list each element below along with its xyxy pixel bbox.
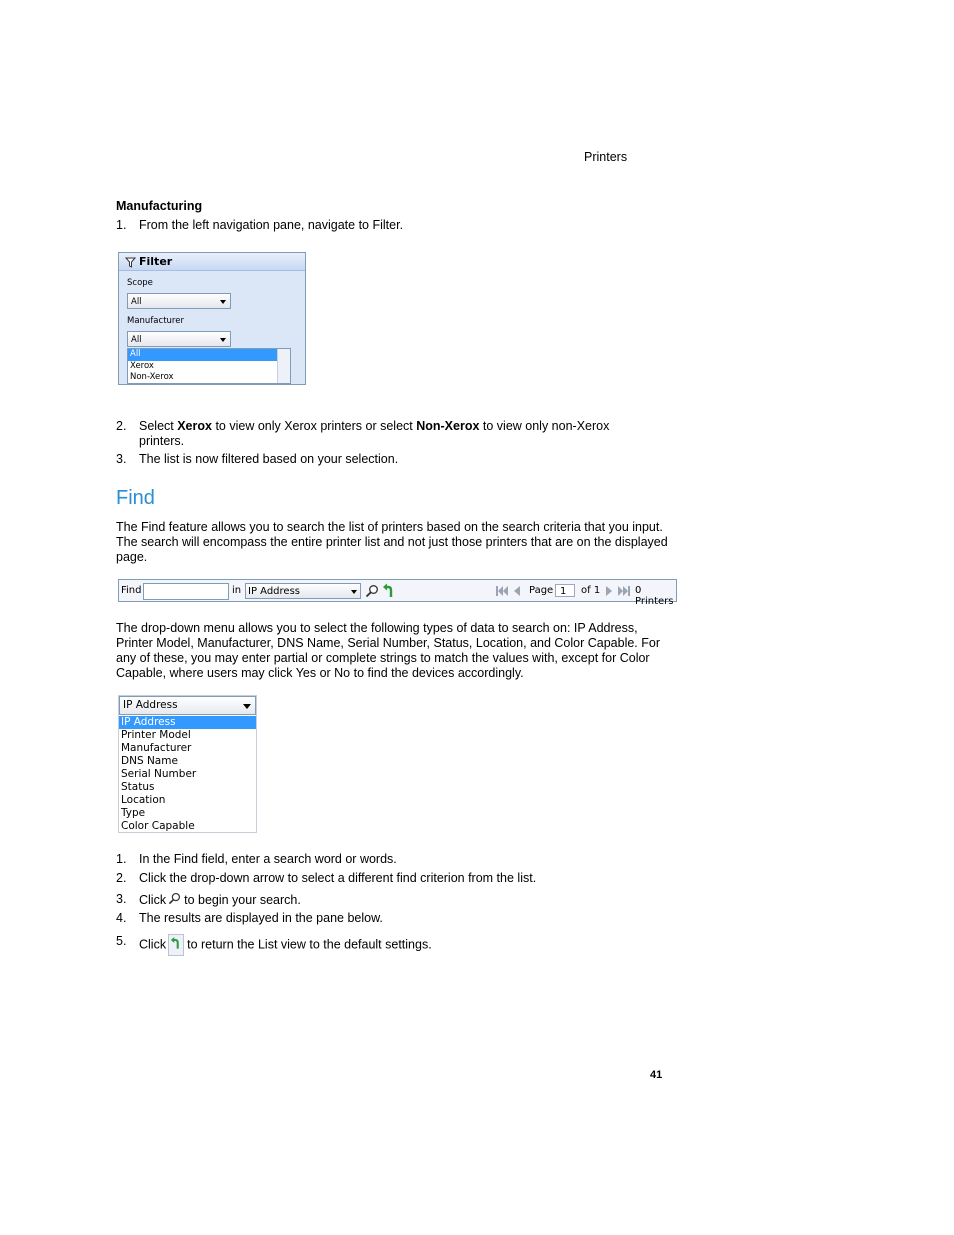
manufacturer-label: Manufacturer bbox=[127, 316, 184, 326]
scope-select[interactable] bbox=[127, 293, 231, 309]
manufacturer-value: All bbox=[131, 335, 142, 345]
filter-title: Filter bbox=[139, 255, 173, 268]
last-page-icon[interactable] bbox=[618, 586, 630, 599]
first-page-icon[interactable] bbox=[496, 586, 508, 599]
step-number: 1. bbox=[116, 218, 127, 232]
step-text: From the left navigation pane, navigate to Filter. bbox=[139, 218, 404, 232]
step-text-part: to view only Xerox printers or select bbox=[211, 419, 417, 433]
step-number: 3. bbox=[116, 892, 127, 906]
step-number: 1. bbox=[116, 852, 127, 866]
step-number: 4. bbox=[116, 911, 127, 925]
find-intro-paragraph: The Find feature allows you to search the list of printers based on the search criteria that you input. The search will encompass the entire printer list and not just those printers that are on the displayed page. bbox=[116, 520, 668, 564]
list-scrollbar[interactable] bbox=[277, 349, 290, 383]
option-type[interactable]: Type bbox=[121, 807, 146, 819]
scope-value: All bbox=[131, 297, 142, 307]
filter-panel bbox=[118, 252, 306, 385]
find-toolbar bbox=[118, 579, 677, 607]
option-non-xerox[interactable]: Non-Xerox bbox=[130, 372, 174, 382]
step-text: The results are displayed in the pane below. bbox=[139, 911, 383, 925]
step-number: 3. bbox=[116, 452, 127, 466]
filter-panel-header bbox=[119, 253, 305, 271]
step-text: Click the drop-down arrow to select a different find criterion from the list. bbox=[139, 871, 537, 885]
chevron-down-icon[interactable] bbox=[351, 590, 357, 594]
criterion-select[interactable] bbox=[245, 583, 361, 599]
of-pages-label: of 1 bbox=[581, 585, 601, 596]
step-text-part: to view only non-Xerox printers. bbox=[139, 419, 610, 448]
reset-arrow-icon[interactable] bbox=[382, 583, 396, 601]
search-magnifier-icon bbox=[168, 892, 181, 909]
step-number: 2. bbox=[116, 419, 127, 433]
find-input[interactable] bbox=[143, 583, 229, 600]
chevron-down-icon[interactable] bbox=[220, 300, 226, 304]
option-location[interactable]: Location bbox=[121, 794, 166, 806]
chevron-down-icon[interactable] bbox=[243, 704, 251, 709]
option-all[interactable]: All bbox=[128, 349, 290, 361]
step-text-part: to begin your search. bbox=[184, 892, 301, 907]
previous-page-icon[interactable] bbox=[514, 586, 520, 599]
in-label: in bbox=[232, 585, 242, 596]
step-number: 5. bbox=[116, 934, 127, 948]
page-number-input[interactable]: 1 bbox=[555, 584, 575, 597]
step-text: The list is now filtered based on your selection. bbox=[139, 452, 399, 466]
option-manufacturer[interactable]: Manufacturer bbox=[121, 742, 192, 754]
search-magnifier-icon[interactable] bbox=[365, 584, 379, 601]
option-color-capable[interactable]: Color Capable bbox=[121, 820, 195, 832]
page-number: 41 bbox=[650, 1069, 663, 1081]
manufacturing-heading: Manufacturing bbox=[116, 199, 203, 213]
step-text bbox=[139, 892, 659, 909]
criterion-value: IP Address bbox=[248, 586, 300, 597]
manufacturer-options-list bbox=[127, 348, 291, 384]
xerox-term: Xerox bbox=[177, 419, 212, 433]
non-xerox-term: Non-Xerox bbox=[416, 419, 480, 433]
filter-funnel-icon bbox=[125, 256, 136, 273]
criteria-dropdown bbox=[118, 695, 257, 833]
option-ip-address[interactable]: IP Address bbox=[119, 716, 256, 729]
criteria-options-list bbox=[119, 716, 256, 833]
chevron-down-icon[interactable] bbox=[220, 338, 226, 342]
criteria-paragraph: The drop-down menu allows you to select the following types of data to search on: IP Address, Printer Model, Manufacturer, DNS Name, Serial Number, Status, Location, and Color Capable. For any of these, you may enter partial or complete strings to match the values with, except for Color Capable, where users may click Yes or No to find the devices accordingly. bbox=[116, 621, 661, 680]
reset-arrow-icon bbox=[168, 934, 184, 956]
step-text-part: Select bbox=[139, 419, 178, 433]
option-status[interactable]: Status bbox=[121, 781, 155, 793]
criteria-selected-value: IP Address bbox=[123, 699, 178, 711]
step-text bbox=[139, 419, 644, 449]
step-text-part: Click bbox=[139, 937, 167, 952]
step-text bbox=[139, 934, 659, 956]
option-printer-model[interactable]: Printer Model bbox=[121, 729, 191, 741]
step-text: In the Find field, enter a search word or words. bbox=[139, 852, 397, 866]
scope-label: Scope bbox=[127, 278, 153, 288]
next-page-icon[interactable] bbox=[606, 586, 612, 599]
find-heading: Find bbox=[116, 487, 155, 509]
step-number: 2. bbox=[116, 871, 127, 885]
step-text-part: to return the List view to the default settings. bbox=[187, 937, 432, 952]
manufacturer-select[interactable] bbox=[127, 331, 231, 347]
printer-count-label: 0 Printers bbox=[635, 585, 674, 607]
option-serial-number[interactable]: Serial Number bbox=[121, 768, 197, 780]
step-text-part: Click bbox=[139, 892, 167, 907]
page-label: Page bbox=[529, 585, 554, 596]
option-xerox[interactable]: Xerox bbox=[130, 360, 154, 371]
criteria-select[interactable] bbox=[119, 696, 256, 715]
find-label: Find bbox=[121, 585, 142, 596]
running-header: Printers bbox=[584, 150, 628, 164]
option-dns-name[interactable]: DNS Name bbox=[121, 755, 178, 767]
